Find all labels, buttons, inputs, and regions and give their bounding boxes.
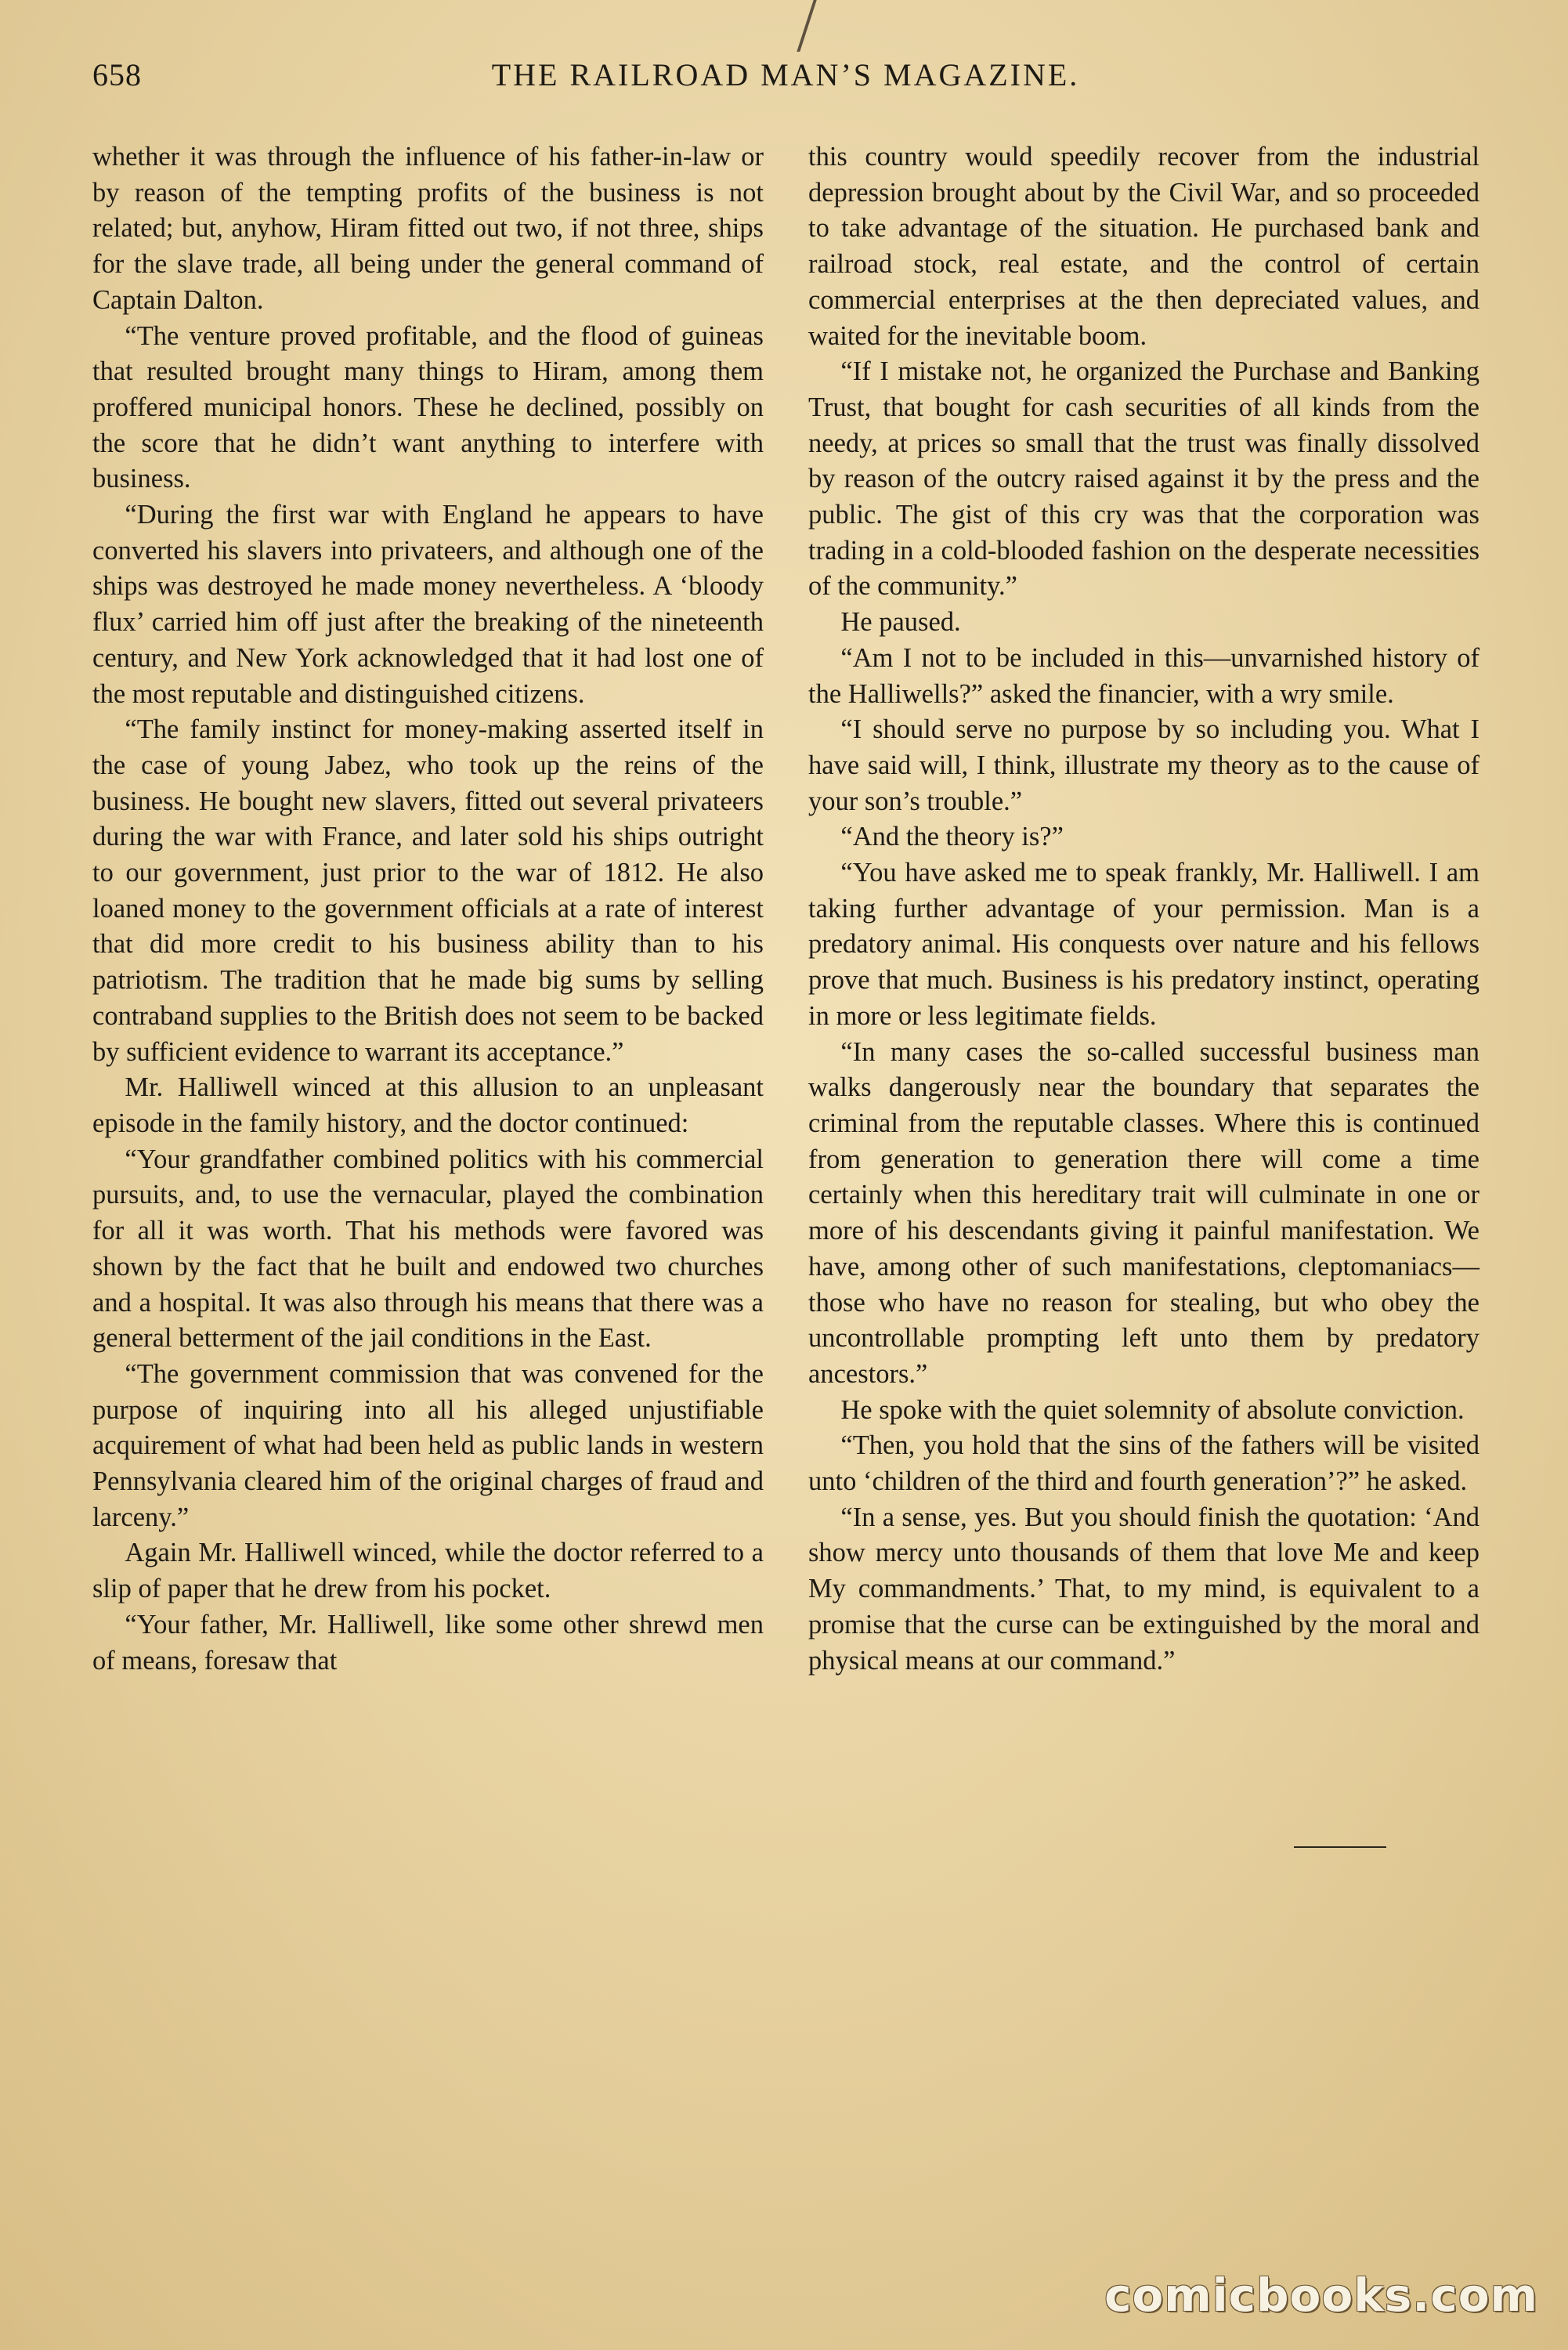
paragraph: “You have asked me to speak frankly, Mr. Halliwell. I am taking further advantage of your permission. Man is a predatory animal. His conquests over nature and his fellows prove that much. Business is his predatory instinct, operating in more or less legitimate fields. (808, 858, 1479, 1031)
paragraph: “And the theory is?” (840, 822, 1064, 852)
paragraph: He paused. (840, 607, 961, 638)
paragraph: “Then, you hold that the sins of the fathers will be visited unto ‘children of the third and fourth generation’?” he asked. (808, 1430, 1479, 1497)
paragraph: “The family instinct for money-making asserted itself in the case of young Jabez, who took up the reins of the business. He bought new slavers, fitted out several privateers during the war with France, and later sold his ships outright to our government, just prior to the war of 1812. He also loaned money to the government officials at a rate of interest that did more credit to his business ability than to his patriotism. The tradition that he made big sums by selling contraband supplies to the British does not seem to be backed by sufficient evidence to warrant its acceptance.” (92, 714, 764, 1067)
page-header (92, 56, 1479, 103)
paragraph: this country would speedily recover from the industrial depression brought about by the Civil War, and so proceeded to take advantage of the situation. He purchased bank and railroad stock, real estate, and the control of certain commercial enterprises at the then depreciated values, and waited for the inevitable boom. (808, 142, 1479, 351)
paragraph: Mr. Halliwell winced at this allusion to an unpleasant episode in the family history, and the doctor continued: (92, 1072, 764, 1138)
paragraph: “I should serve no purpose by so including you. What I have said will, I think, illustrate my theory as to the cause of your son’s trouble.” (808, 714, 1479, 816)
paragraph: “In a sense, yes. But you should finish the quotation: ‘And show mercy unto thousands of them that love Me and keep My commandments.’ That, to my mind, is equivalent to a promise that the curse can be extinguished by the moral and physical means at our command.” (808, 1502, 1479, 1676)
paragraph: “During the first war with England he appears to have converted his slavers into privateers, and although one of the ships was destroyed he made money nevertheless. A ‘bloody flux’ carried him off just after the breaking of the nineteenth century, and New York acknowledged that it had lost one of the most reputable and distinguished citizens. (92, 500, 764, 709)
paragraph: “If I mistake not, he organized the Purchase and Banking Trust, that bought for cash securities of all kinds from the needy, at prices so small that the trust was finally dissolved by reason of the outcry raised against it by the press and the public. The gist of this cry was that the corporation was trading in a cold-blooded fashion on the desperate necessities of the community.” (808, 356, 1479, 602)
paragraph: “In many cases the so-called successful business man walks dangerously near the boundary that separates the criminal from the reputable classes. Where this is continued from generation to generation there will come a time certainly when this hereditary trait will culminate in one or more of his descendants giving it painful manifestation. We have, among other of such manifestations, cleptomaniacs—those who have no reason for stealing, but who obey the uncontrollable prompting left unto them by predatory ancestors.” (808, 1036, 1479, 1389)
paragraph: whether it was through the influence of his father-in-law or by reason of the tempting profits of the business is not related; but, anyhow, Hiram fitted out two, if not three, ships for the slave trade, all being under the general command of Captain Dalton. (92, 142, 764, 315)
page-number: 658 (92, 57, 142, 92)
paragraph: “The government commission that was convened for the purpose of inquiring into all his alleged unjustifiable acquirement of what had been held as public lands in western Pennsylvania cleared him of the original charges of fraud and larceny.” (92, 1358, 764, 1532)
watermark: comicbooks.com (1104, 2269, 1538, 2322)
left-column (92, 139, 764, 1679)
right-column (808, 139, 1479, 1679)
pencil-mark (797, 0, 840, 52)
section-rule (1294, 1846, 1386, 1848)
paragraph: “The venture proved profitable, and the flood of guineas that resulted brought many things to Hiram, among them proffered municipal honors. These he declined, possibly on the score that he didn’t want anything to interfere with business. (92, 320, 764, 494)
paragraph: “Am I not to be included in this—unvarnished history of the Halliwells?” asked the financier, with a wry smile. (808, 642, 1479, 709)
running-title: THE RAILROAD MAN’S MAGAZINE. (491, 57, 1080, 92)
paragraph: He spoke with the quiet solemnity of absolute conviction. (840, 1394, 1465, 1425)
paragraph: “Your grandfather combined politics with his commercial pursuits, and, to use the vernacular, played the combination for all it was worth. That his methods were favored was shown by the fact that he built and endowed two churches and a hospital. It was also through his means that there was a general betterment of the jail conditions in the East. (92, 1144, 764, 1354)
paragraph: “Your father, Mr. Halliwell, like some other shrewd men of means, foresaw that (92, 1609, 764, 1676)
paragraph: Again Mr. Halliwell winced, while the doctor referred to a slip of paper that he drew from his pocket. (92, 1538, 764, 1604)
